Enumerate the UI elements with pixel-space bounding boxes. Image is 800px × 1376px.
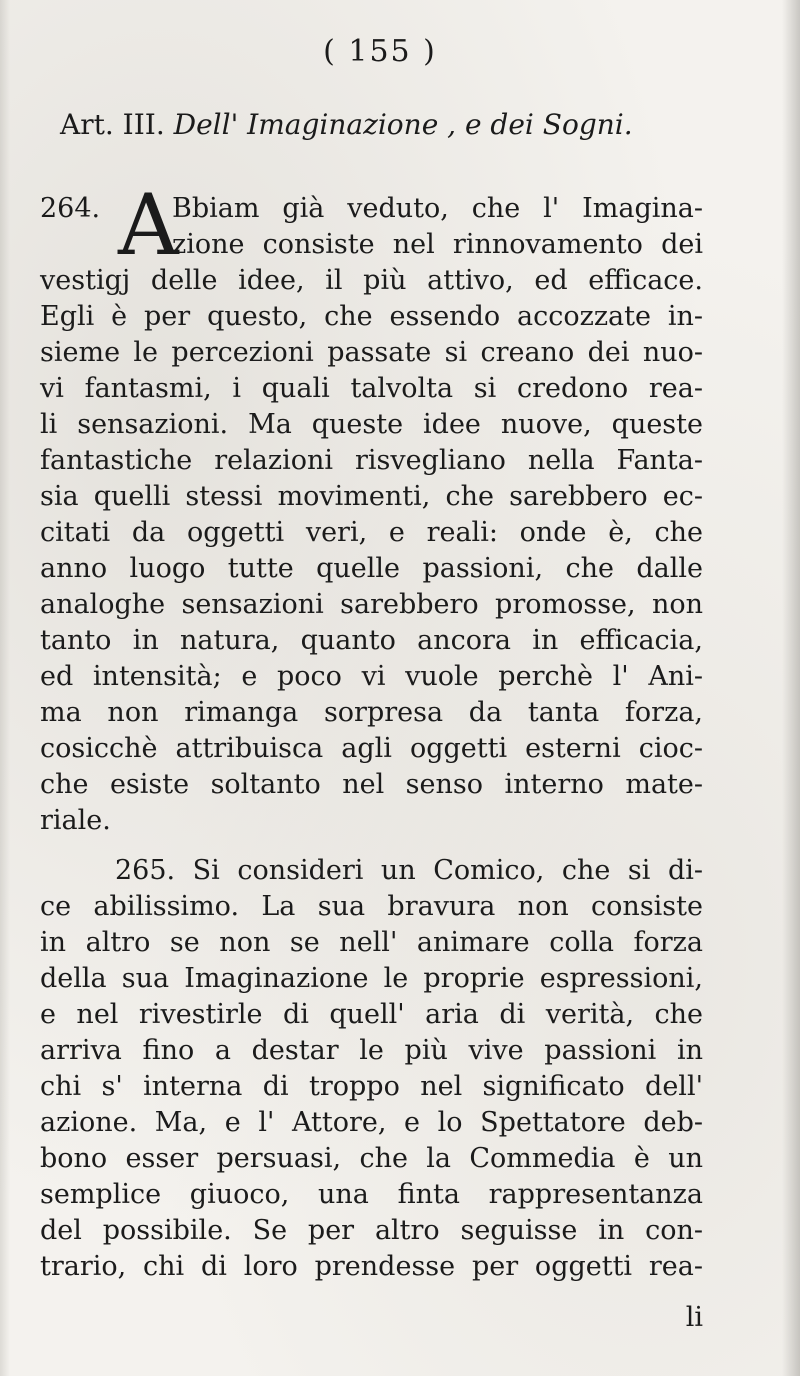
text-line: vi fantasmi, i quali talvolta si credono rea- <box>40 373 703 404</box>
text-line: Egli è per questo, che essendo accozzate in- <box>40 301 703 332</box>
text-line: citati da oggetti veri, e reali: onde è, che <box>40 517 703 548</box>
text-line: del possibile. Se per altro seguisse in con- <box>40 1215 703 1246</box>
page-right-shadow <box>782 0 800 1376</box>
text-line: vestigj delle idee, il più attivo, ed efficace. <box>40 265 703 296</box>
text-line: che esiste soltanto nel senso interno mate- <box>40 769 703 800</box>
text-line: chi s' interna di troppo nel significato dell' <box>40 1071 703 1102</box>
text-line: sia quelli stessi movimenti, che sarebbero ec- <box>40 481 703 512</box>
text-line: riale. <box>40 805 111 836</box>
text-line: semplice giuoco, una finta rappresentanza <box>40 1179 703 1210</box>
text-line: della sua Imaginazione le proprie espressioni, <box>40 963 703 994</box>
paragraph-number: 264. <box>40 193 101 224</box>
text-line: arriva fino a destar le più vive passioni in <box>40 1035 703 1066</box>
text-line: ma non rimanga sorpresa da tanta forza, <box>40 697 703 728</box>
text-line: sieme le percezioni passate si creano dei nuo- <box>40 337 703 368</box>
text-line: ed intensità; e poco vi vuole perchè l' Ani- <box>40 661 703 692</box>
text-line: anno luogo tutte quelle passioni, che dalle <box>40 553 703 584</box>
text-line: analoghe sensazioni sarebbero promosse, non <box>40 589 703 620</box>
text-line: tanto in natura, quanto ancora in efficacia, <box>40 625 703 656</box>
text-line: e nel rivestirle di quell' aria di verità, che <box>40 999 703 1030</box>
drop-cap: A <box>118 176 179 274</box>
text-line: 265. Si consideri un Comico, che si di- <box>115 855 703 886</box>
catchword: li <box>685 1302 703 1333</box>
text-line: Bbiam già veduto, che l' Imagina- <box>172 193 703 224</box>
text-line: bono esser persuasi, che la Commedia è un <box>40 1143 703 1174</box>
page-left-shadow <box>0 0 10 1376</box>
text-line: in altro se non se nell' animare colla forza <box>40 927 703 958</box>
article-title: Dell' Imaginazione , e dei Sogni. <box>173 108 633 141</box>
text-line: azione. Ma, e l' Attore, e lo Spettatore deb- <box>40 1107 703 1138</box>
text-line: trario, chi di loro prendesse per oggetti rea- <box>40 1251 703 1282</box>
section-heading <box>60 108 633 141</box>
text-line: fantastiche relazioni risvegliano nella Fanta- <box>40 445 703 476</box>
text-line: cosicchè attribuisca agli oggetti esterni cioc- <box>40 733 703 764</box>
article-label: Art. III. <box>60 108 165 141</box>
text-line: ce abilissimo. La sua bravura non consiste <box>40 891 703 922</box>
page-number: ( 155 ) <box>323 34 437 69</box>
text-line: li sensazioni. Ma queste idee nuove, queste <box>40 409 703 440</box>
text-line: zione consiste nel rinnovamento dei <box>172 229 703 260</box>
